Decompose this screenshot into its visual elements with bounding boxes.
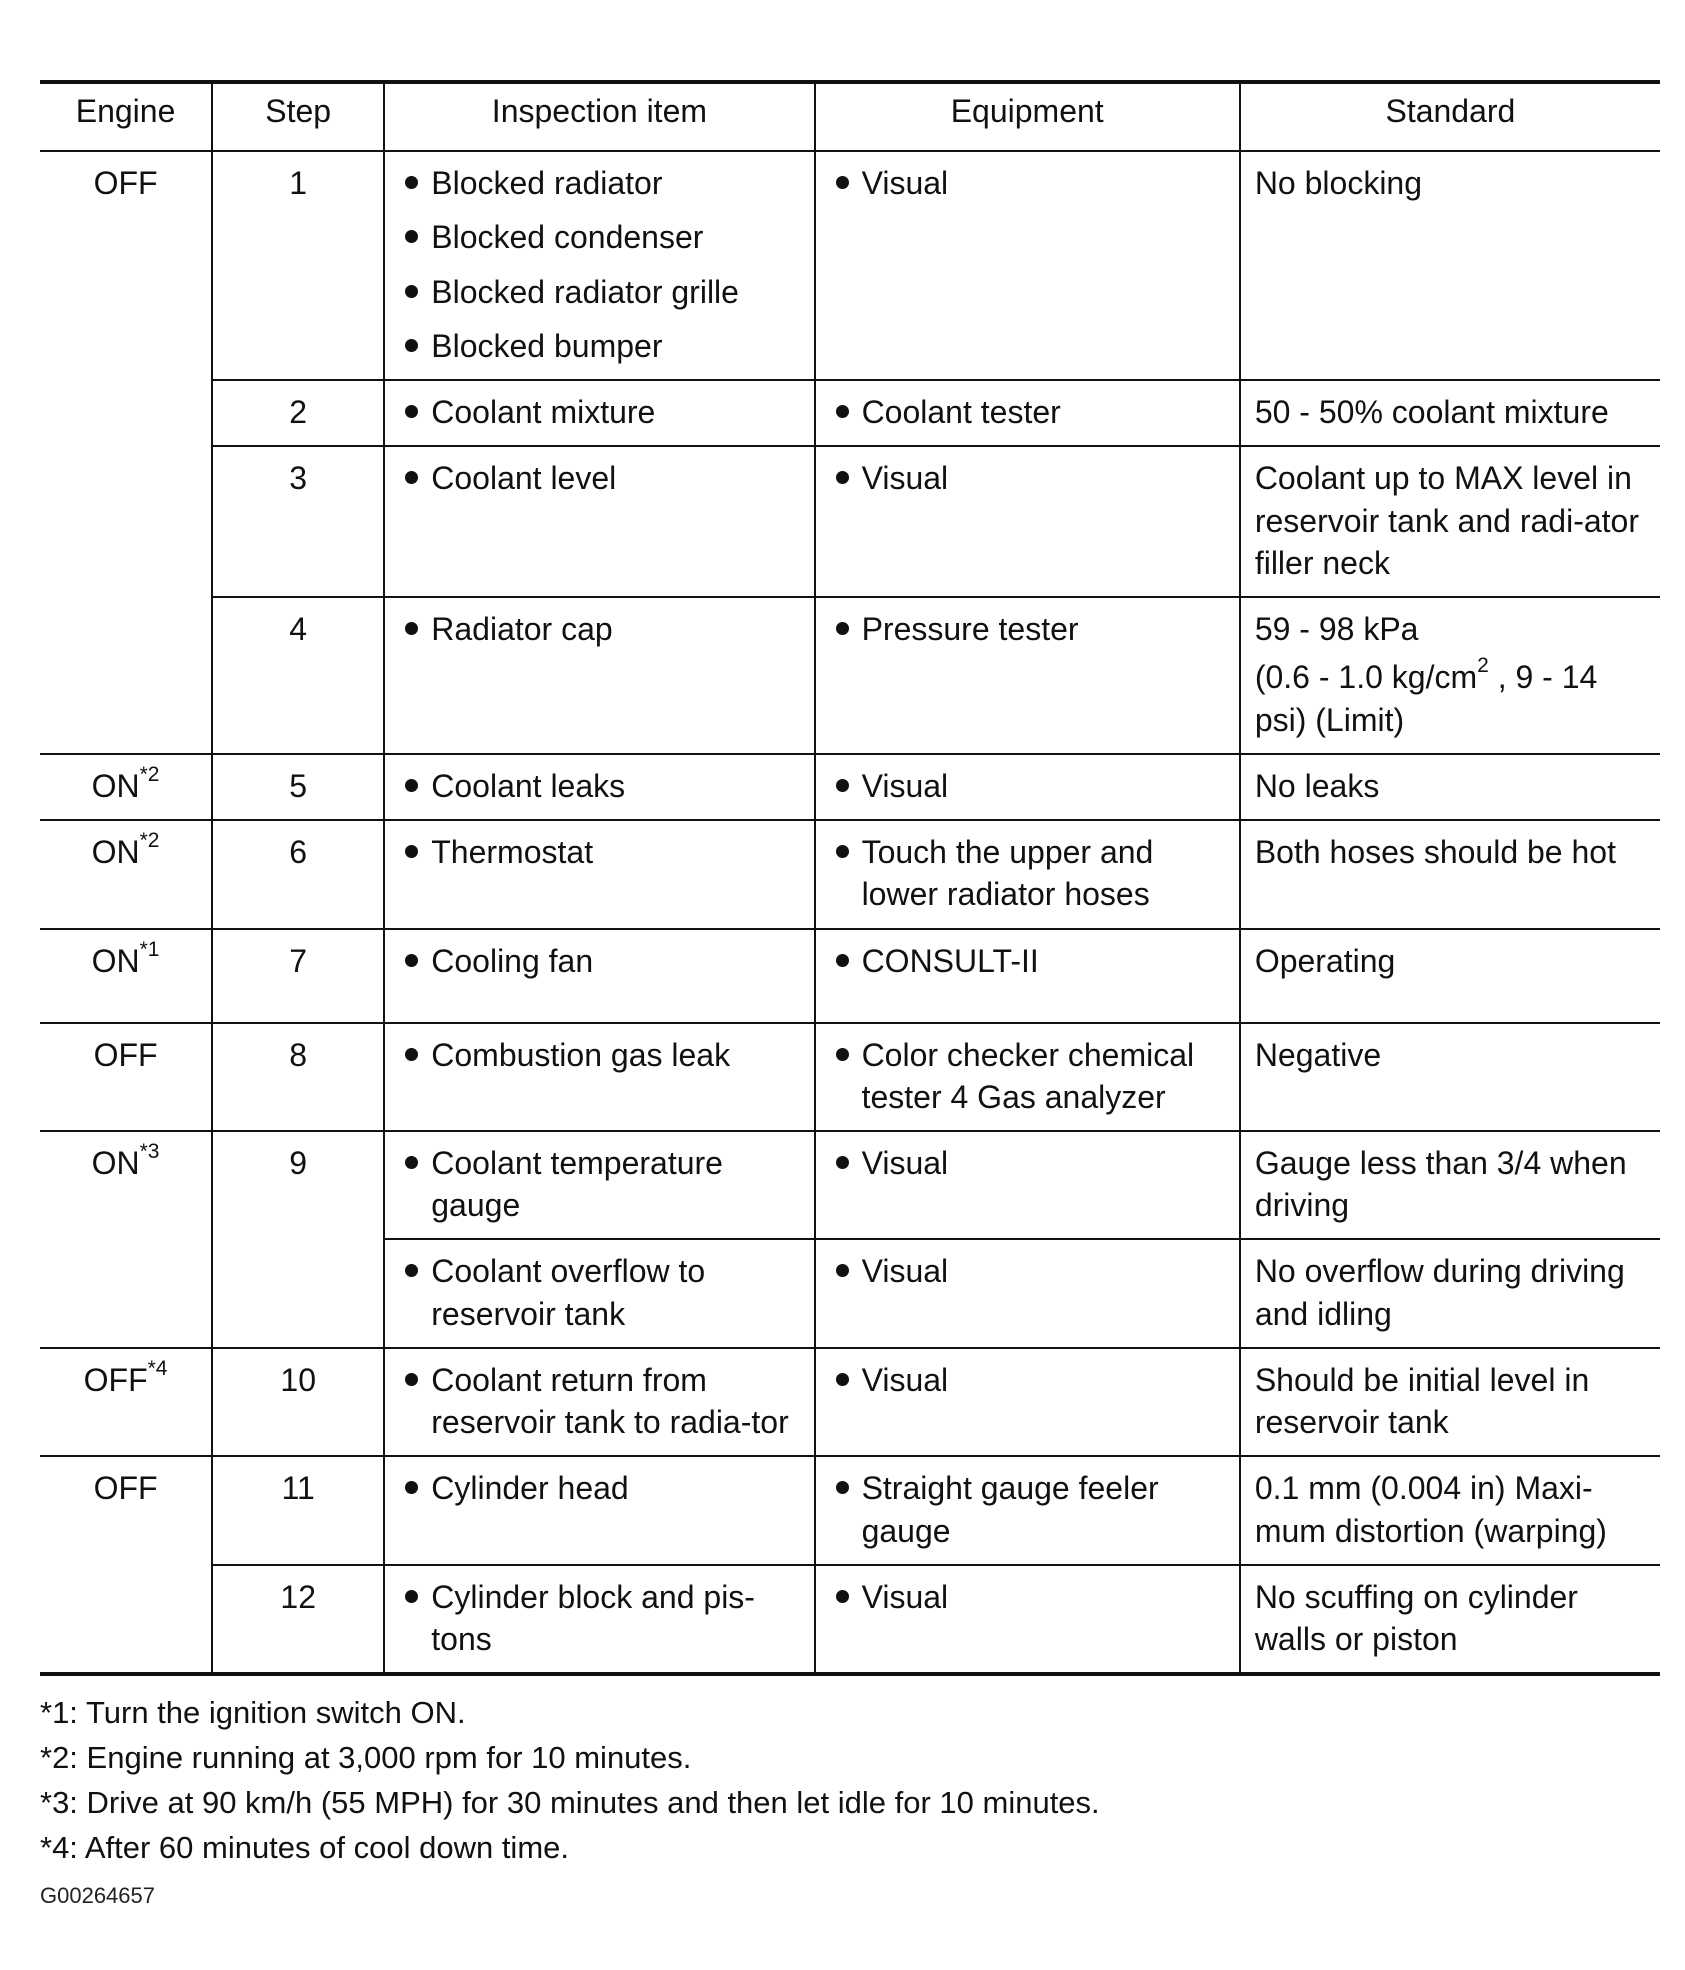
bullet-icon <box>405 1156 418 1169</box>
equipment: Visual <box>861 1578 949 1615</box>
table-row <box>40 1131 1660 1239</box>
engine-state: ON <box>91 942 140 979</box>
engine-state-cell <box>40 151 212 754</box>
standard-line <box>1255 656 1646 740</box>
header-step: Step <box>212 82 384 151</box>
bullet-icon <box>405 1264 418 1277</box>
list-item <box>399 608 799 650</box>
list-item <box>830 1034 1225 1118</box>
engine-state: OFF <box>83 1361 148 1398</box>
bullet-icon <box>405 1590 418 1603</box>
equipment: Visual <box>861 1144 949 1181</box>
engine-state-cell <box>40 1456 212 1674</box>
inspection-item: Cooling fan <box>431 942 594 979</box>
standard-cell: Negative <box>1240 1023 1660 1131</box>
list-item <box>830 1142 1225 1184</box>
inspection-item: Blocked radiator <box>431 165 663 202</box>
bullet-icon <box>405 285 418 298</box>
inspection-item-cell <box>384 446 814 597</box>
inspection-item-cell <box>384 597 814 754</box>
standard-cell: Both hoses should be hot <box>1240 820 1660 928</box>
engine-state-cell <box>40 1131 212 1348</box>
engine-state-cell <box>40 929 212 1023</box>
table-row <box>40 929 1660 1023</box>
list-item <box>399 391 799 433</box>
bullet-icon <box>405 1481 418 1494</box>
list-item <box>399 1467 799 1509</box>
standard-cell: Coolant up to MAX level in reservoir tank and radi-ator filler neck <box>1240 446 1660 597</box>
equipment-cell <box>815 929 1240 1023</box>
inspection-item-cell <box>384 1131 814 1239</box>
bullet-icon <box>405 1048 418 1061</box>
inspection-item: Blocked bumper <box>431 327 663 364</box>
bullet-icon <box>836 779 849 792</box>
engine-footnote-ref: *2 <box>139 762 160 786</box>
standard-cell <box>1240 597 1660 754</box>
bullet-icon <box>405 339 418 352</box>
list-item <box>830 608 1225 650</box>
inspection-item-cell <box>384 151 814 380</box>
inspection-item: Coolant mixture <box>431 394 656 431</box>
inspection-table-container <box>40 80 1660 1676</box>
step-number: 10 <box>212 1348 384 1456</box>
step-number: 9 <box>212 1131 384 1348</box>
standard-cell: 0.1 mm (0.004 in) Maxi-mum distortion (warping) <box>1240 1456 1660 1564</box>
footnotes <box>40 1690 1640 1870</box>
step-number: 1 <box>212 151 384 380</box>
step-number: 3 <box>212 446 384 597</box>
equipment: Touch the upper and lower radiator hoses <box>861 834 1154 913</box>
list-item <box>399 216 799 258</box>
superscript: 2 <box>1477 654 1489 678</box>
bullet-icon <box>836 405 849 418</box>
list-item <box>399 1359 799 1443</box>
bullet-icon <box>405 622 418 635</box>
inspection-item: Coolant return from reservoir tank to radia-tor <box>431 1361 789 1441</box>
equipment: Visual <box>861 1361 949 1398</box>
equipment-cell <box>815 754 1240 820</box>
list-item <box>830 162 1225 204</box>
inspection-item-cell <box>384 929 814 1023</box>
inspection-item-cell <box>384 1023 814 1131</box>
figure-id: G00264657 <box>40 1883 155 1908</box>
list-item <box>399 325 799 367</box>
equipment-cell <box>815 1565 1240 1674</box>
list-item <box>830 1359 1225 1401</box>
header-inspection-item: Inspection item <box>384 82 814 151</box>
equipment: Coolant tester <box>861 394 1061 431</box>
bullet-icon <box>836 1590 849 1603</box>
engine-state: ON <box>91 834 140 871</box>
bullet-icon <box>405 954 418 967</box>
equipment: Visual <box>861 165 949 202</box>
engine-footnote-ref: *1 <box>139 937 160 961</box>
inspection-item-cell <box>384 754 814 820</box>
equipment-cell <box>815 1239 1240 1347</box>
inspection-item: Coolant level <box>431 460 617 497</box>
standard-cell: No blocking <box>1240 151 1660 380</box>
engine-footnote-ref: *2 <box>139 829 160 853</box>
bullet-icon <box>836 845 849 858</box>
standard-cell: No overflow during driving and idling <box>1240 1239 1660 1347</box>
footnote: *4: After 60 minutes of cool down time. <box>40 1830 569 1865</box>
step-number: 7 <box>212 929 384 1023</box>
bullet-icon <box>836 1156 849 1169</box>
list-item <box>399 162 799 204</box>
bullet-icon <box>405 405 418 418</box>
bullet-icon <box>836 1264 849 1277</box>
standard-pressure-post: , 9 - 14 psi) (Limit) <box>1254 659 1598 738</box>
standard-cell: No leaks <box>1240 754 1660 820</box>
equipment-cell <box>815 820 1240 928</box>
list-item <box>399 1576 799 1660</box>
list-item <box>399 271 799 313</box>
step-number: 8 <box>212 1023 384 1131</box>
engine-state: OFF <box>93 1470 158 1507</box>
equipment-cell <box>815 380 1240 446</box>
list-item <box>830 391 1225 433</box>
step-number: 5 <box>212 754 384 820</box>
equipment: Pressure tester <box>861 611 1079 648</box>
list-item <box>830 765 1225 807</box>
equipment-cell <box>815 1131 1240 1239</box>
inspection-item: Radiator cap <box>431 611 613 648</box>
inspection-item-cell <box>384 1456 814 1564</box>
standard-cell: Gauge less than 3/4 when driving <box>1240 1131 1660 1239</box>
list-item <box>399 1250 799 1334</box>
bullet-icon <box>836 1481 849 1494</box>
engine-state-cell <box>40 820 212 928</box>
step-number: 12 <box>212 1565 384 1674</box>
bullet-icon <box>405 230 418 243</box>
engine-footnote-ref: *4 <box>147 1356 168 1380</box>
equipment: Visual <box>861 767 949 804</box>
inspection-item: Blocked condenser <box>431 219 704 256</box>
equipment-cell <box>815 446 1240 597</box>
engine-state: OFF <box>93 165 158 202</box>
inspection-item-cell <box>384 1565 814 1674</box>
list-item <box>830 1467 1225 1551</box>
equipment-cell <box>815 151 1240 380</box>
inspection-item: Blocked radiator grille <box>431 273 739 310</box>
bullet-icon <box>836 1373 849 1386</box>
footnote: *2: Engine running at 3,000 rpm for 10 minutes. <box>40 1740 692 1775</box>
equipment: Straight gauge feeler gauge <box>861 1470 1159 1549</box>
bullet-icon <box>405 176 418 189</box>
inspection-item-cell <box>384 1348 814 1456</box>
standard-pressure-pre: (0.6 - 1.0 kg/cm <box>1254 659 1478 696</box>
table-row <box>40 1456 1660 1564</box>
list-item <box>399 1034 799 1076</box>
equipment-cell <box>815 597 1240 754</box>
bullet-icon <box>836 1048 849 1061</box>
engine-state: ON <box>91 1144 140 1181</box>
equipment: Visual <box>861 460 949 497</box>
table-row <box>40 820 1660 928</box>
header-standard: Standard <box>1240 82 1660 151</box>
table-row <box>40 597 1660 754</box>
equipment-cell <box>815 1023 1240 1131</box>
table-row <box>40 446 1660 597</box>
engine-state: OFF <box>93 1036 158 1073</box>
bullet-icon <box>836 471 849 484</box>
table-header-row <box>40 82 1660 151</box>
list-item <box>830 940 1225 982</box>
step-number: 11 <box>212 1456 384 1564</box>
standard-cell: Operating <box>1240 929 1660 1023</box>
inspection-item: Coolant overflow to reservoir tank <box>431 1253 706 1332</box>
standard-line: 59 - 98 kPa <box>1254 611 1419 648</box>
table-row <box>40 1348 1660 1456</box>
step-number: 2 <box>212 380 384 446</box>
bullet-icon <box>405 471 418 484</box>
footnote: *3: Drive at 90 km/h (55 MPH) for 30 minutes and then let idle for 10 minutes. <box>40 1785 1100 1820</box>
engine-state: ON <box>91 767 140 804</box>
inspection-item: Coolant temperature gauge <box>431 1144 723 1224</box>
inspection-item-cell <box>384 820 814 928</box>
footnote: *1: Turn the ignition switch ON. <box>40 1695 466 1730</box>
list-item <box>399 457 799 499</box>
bullet-icon <box>836 176 849 189</box>
bullet-icon <box>836 954 849 967</box>
table-row <box>40 380 1660 446</box>
cooling-system-inspection-table <box>40 80 1660 1676</box>
list-item <box>830 831 1225 915</box>
step-number: 4 <box>212 597 384 754</box>
list-item <box>830 1576 1225 1618</box>
bullet-icon <box>836 622 849 635</box>
engine-state-cell <box>40 754 212 820</box>
engine-footnote-ref: *3 <box>139 1139 160 1163</box>
equipment: Color checker chemical tester 4 Gas analyzer <box>861 1036 1195 1115</box>
inspection-item: Thermostat <box>431 834 594 871</box>
bullet-icon <box>405 845 418 858</box>
table-row <box>40 151 1660 380</box>
inspection-item-cell <box>384 380 814 446</box>
list-item <box>399 831 799 873</box>
standard-cell: Should be initial level in reservoir tank <box>1240 1348 1660 1456</box>
equipment-cell <box>815 1456 1240 1564</box>
inspection-item-cell <box>384 1239 814 1347</box>
inspection-item: Cylinder block and pis-tons <box>431 1578 755 1658</box>
equipment-cell <box>815 1348 1240 1456</box>
header-equipment: Equipment <box>815 82 1240 151</box>
list-item <box>399 940 799 982</box>
table-row <box>40 1565 1660 1674</box>
bullet-icon <box>405 1373 418 1386</box>
inspection-item: Combustion gas leak <box>431 1036 731 1073</box>
list-item <box>830 457 1225 499</box>
equipment: Visual <box>861 1253 949 1290</box>
standard-cell: No scuffing on cylinder walls or piston <box>1240 1565 1660 1674</box>
list-item <box>399 1142 799 1226</box>
list-item <box>399 765 799 807</box>
engine-state-cell <box>40 1023 212 1131</box>
header-engine: Engine <box>40 82 212 151</box>
standard-cell: 50 - 50% coolant mixture <box>1240 380 1660 446</box>
table-row <box>40 754 1660 820</box>
equipment: CONSULT-II <box>861 942 1039 979</box>
list-item <box>830 1250 1225 1292</box>
table-row <box>40 1023 1660 1131</box>
inspection-item: Coolant leaks <box>431 767 626 804</box>
engine-state-cell <box>40 1348 212 1456</box>
inspection-item: Cylinder head <box>431 1470 629 1507</box>
bullet-icon <box>405 779 418 792</box>
step-number: 6 <box>212 820 384 928</box>
